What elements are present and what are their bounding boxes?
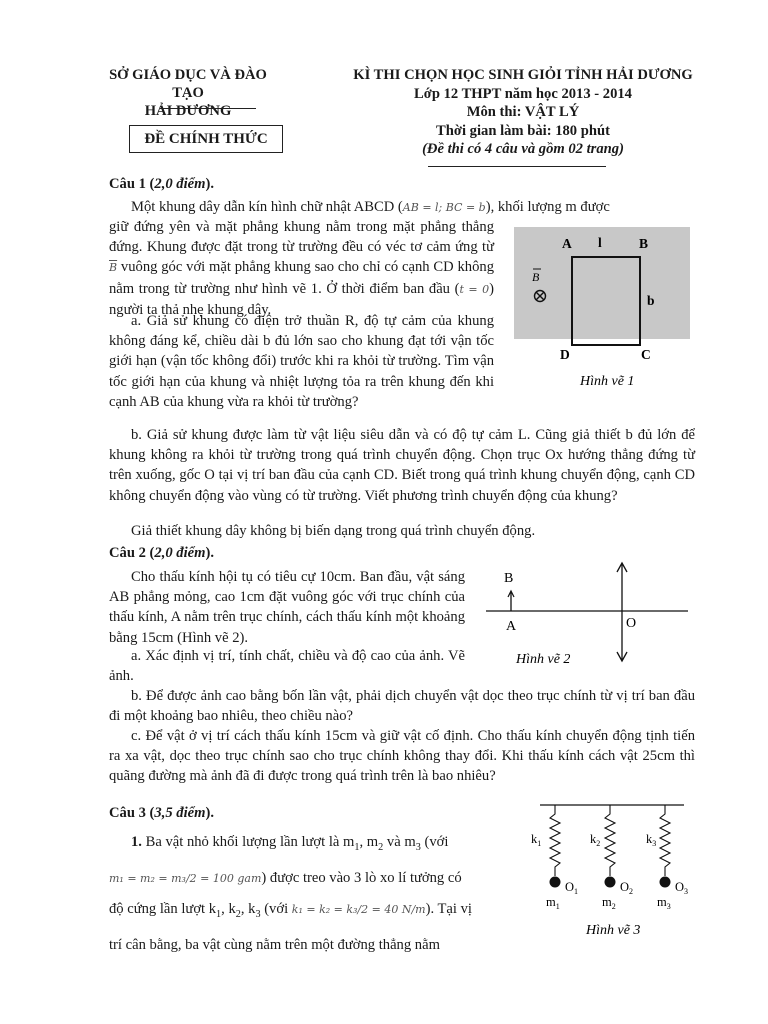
org-line-2: HẢI DƯƠNG <box>144 103 232 119</box>
duration: Thời gian làm bài: 180 phút <box>436 122 610 139</box>
fig1-b-vector: B <box>532 270 540 284</box>
fig1-label-b-side: b <box>647 293 655 308</box>
fig2-label-b: B <box>504 571 514 586</box>
exam-header <box>318 66 728 159</box>
q1-part-a: a. Giả sử khung có điện trở thuần R, độ tự cảm của khung không đáng kể, chiều dài b đủ lớn sao cho khung đạt tới vận tốc giới hạn (vận tốc không đổi) trước khi ra khỏi từ trường. Tìm vận tốc giới hạn của khung và nhiệt lượng tỏa ra trên khung đến khi cạnh AB của khung vừa ra khỏi từ trường? <box>109 313 494 410</box>
mass-1 <box>550 877 561 888</box>
grade-year: Lớp 12 THPT năm học 2013 - 2014 <box>414 85 632 102</box>
fig3-caption: Hình vẽ 3 <box>586 923 641 938</box>
fig2-label-a: A <box>506 619 517 634</box>
magnetic-field-region <box>514 227 690 339</box>
mass-2 <box>605 877 616 888</box>
q1-part-b: b. Giả sử khung được làm từ vật liệu siêu dẫn và có độ tự cảm L. Cũng giả thiết b đủ lớn để khung không ra khỏi từ trường trong quá trình chuyển động. Chọn trục Ox hướng thẳng đứng từ trên xuống, gốc O tại vị trí ban đầu của cạnh CD. Biết trong quá trình khung chuyển động, cạnh CD không chuyển động vào vùng có từ trường. Viết phương trình chuyển động của khung? <box>109 427 695 504</box>
q2-part-c: c. Để vật ở vị trí cách thấu kính 15cm và giữ vật cố định. Cho thấu kính chuyển động tịnh tiến ra xa vật, dọc theo trục chính sao cho trục chính không thay đổi. Khi thấu kính cách vật 25cm thì quãng đường mà ảnh đã đi được trong quá trình trên là bao nhiêu? <box>109 728 695 785</box>
figure-2 <box>480 558 690 670</box>
q1-intro-first-line: Một khung dây dẫn kín hình chữ nhật ABCD (AB = l; BC = b), khối lượng m được <box>109 197 695 218</box>
fig3-o3: $O_3$ <box>675 880 689 896</box>
official-label: ĐỀ CHÍNH THỨC <box>144 131 268 147</box>
q3-heading: Câu 3 (3,5 điểm). <box>109 805 214 821</box>
exam-note: (Đề thi có 4 câu và gồm 02 trang) <box>422 141 624 157</box>
fig3-m2: $m_2$ <box>602 895 616 911</box>
fig1-label-a: A <box>562 236 572 251</box>
q1-intro-rest: giữ đứng yên và mặt phẳng khung nằm trong mặt phẳng thẳng đứng. Khung được đặt trong từ trường đều có véc tơ cảm ứng từ $\overline{B}$ vuông góc với mặt phẳng khung sao cho chỉ có cạnh CD không nằm trong từ trường như hình vẽ 1. Ở thời điểm ban đầu (t = 0) người ta thả nhẹ khung dây. <box>109 217 494 320</box>
fig3-k3: $k_3$ <box>646 832 657 848</box>
spring-2 <box>605 805 616 888</box>
fig3-m3: $m_3$ <box>657 895 671 911</box>
q3-part-1: 1. Ba vật nhỏ khối lượng lần lượt là $m_1$, $m_2$ và $m_3$ (với m₁ = m₂ = m₃/2 = 100 gam) được treo vào 3 lò xo lí tưởng có độ cứng lần lượt $k_1$, $k_2$, $k_3$ (với k₁ = k₂ = k₃/2 = 40 N/m). Tại vị trí cân bằng, ba vật cùng nằm trên một đường thẳng nằm <box>109 834 472 953</box>
fig1-label-d: D <box>560 347 570 362</box>
figure-1 <box>510 225 690 395</box>
header-underline <box>428 166 606 167</box>
fig2-caption: Hình vẽ 2 <box>516 652 571 667</box>
q2-part-b: b. Để được ảnh cao bằng bốn lần vật, phải dịch chuyển vật dọc theo trục chính từ vị trí ban đầu đi một khoảng bao nhiêu, theo chiều nào? <box>109 688 695 725</box>
spring-3 <box>660 805 671 888</box>
q2-part-a: a. Xác định vị trí, tính chất, chiều và độ cao của ảnh. Vẽ ảnh. <box>109 648 465 685</box>
q3-part-1-number: 1. <box>131 834 142 850</box>
fig3-k2: $k_2$ <box>590 832 601 848</box>
subject: Môn thi: VẬT LÝ <box>466 104 580 120</box>
exam-title: KÌ THI CHỌN HỌC SINH GIỎI TỈNH HẢI DƯƠNG <box>353 67 693 83</box>
fig1-caption: Hình vẽ 1 <box>580 374 635 389</box>
fig3-o1: $O_1$ <box>565 880 579 896</box>
q3-mass-formula: m₁ = m₂ = m₃/2 = 100 gam <box>109 871 262 885</box>
official-stamp <box>129 125 283 153</box>
spring-1 <box>550 805 561 888</box>
org-line-1: SỞ GIÁO DỤC VÀ ĐÀO TẠO <box>109 67 267 101</box>
q3-stiffness-formula: k₁ = k₂ = k₃/2 = 40 N/m <box>291 902 426 916</box>
fig2-label-o: O <box>626 616 637 631</box>
fig3-o2: $O_2$ <box>620 880 634 896</box>
fig1-label-l: l <box>598 235 602 250</box>
org-underline <box>160 108 256 109</box>
org-name <box>100 66 276 120</box>
q1-assumption: Giả thiết khung dây không bị biến dạng trong quá trình chuyển động. <box>131 523 536 539</box>
fig3-k1: $k_1$ <box>531 832 542 848</box>
q2-heading: Câu 2 (2,0 điểm). <box>109 545 214 561</box>
mass-3 <box>660 877 671 888</box>
q1-heading: Câu 1 (2,0 điểm). <box>109 176 214 192</box>
fig3-m1: $m_1$ <box>546 895 560 911</box>
fig1-label-b-corner: B <box>639 236 649 251</box>
figure-3 <box>528 800 698 940</box>
q2-intro: Cho thấu kính hội tụ có tiêu cự 10cm. Ban đầu, vật sáng AB phẳng mỏng, cao 1cm đặt vuông góc với trục chính của thấu kính, A nằm trên trục chính, cách thấu kính một khoảng bằng 15cm (Hình vẽ 2). <box>109 569 465 646</box>
fig1-label-c: C <box>641 347 651 362</box>
